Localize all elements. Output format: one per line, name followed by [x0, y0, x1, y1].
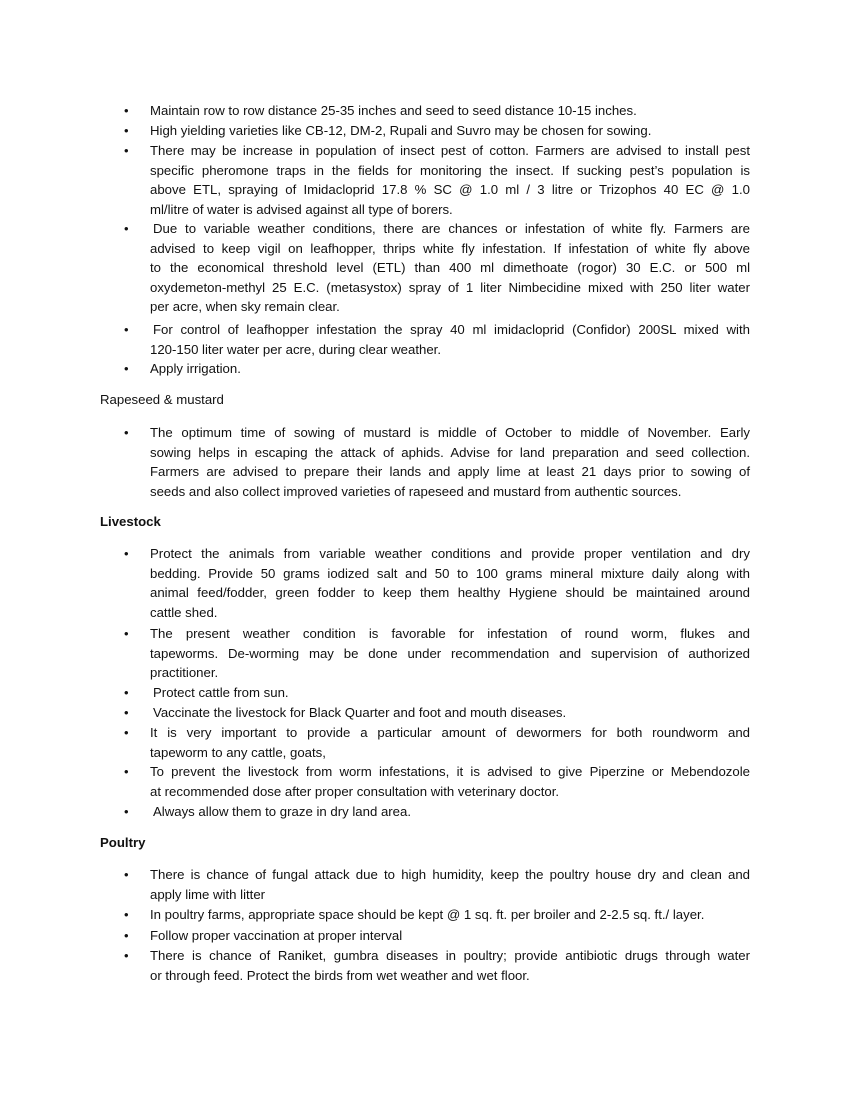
section-heading: Poultry: [100, 835, 146, 850]
list-item-line: sowing helps in escaping the attack of aphids. Advise for land preparation and seed collection.: [150, 444, 750, 460]
bullet-icon: •: [124, 221, 129, 236]
list-item-line: There is chance of fungal attack due to high humidity, keep the poultry house dry and clean and: [150, 867, 750, 882]
list-item-line: to the economical threshold level (ETL) than 400 ml dimethoate (rogor) 30 E.C. or 500 ml: [150, 260, 750, 276]
list-item-line: Protect cattle from sun.: [153, 685, 289, 700]
list-item-line: Protect the animals from variable weather conditions and provide proper ventilation and dry: [150, 546, 750, 561]
bullet-icon: •: [124, 705, 129, 720]
list-item-line: advised to keep vigil on leafhopper, thrips white fly infestation. If infestation of white fly above: [150, 240, 750, 256]
list-item-line: ml/litre of water is advised against all type of borers.: [150, 201, 453, 217]
bullet-icon: •: [124, 928, 129, 943]
bullet-icon: •: [124, 907, 129, 922]
list-item-line: at recommended dose after proper consultation with veterinary doctor.: [150, 783, 560, 799]
bullet-icon: •: [124, 361, 129, 376]
list-item-line: There is chance of Raniket, gumbra diseases in poultry; provide antibiotic drugs through water: [150, 948, 750, 963]
section-heading: Rapeseed & mustard: [100, 392, 224, 407]
list-item-line: Farmers are advised to prepare their lands and apply lime at least 21 days prior to sowing of: [150, 464, 750, 480]
list-item-line: cattle shed.: [150, 604, 218, 620]
bullet-icon: •: [124, 764, 129, 779]
bullet-icon: •: [124, 725, 129, 740]
list-item-line: bedding. Provide 50 grams iodized salt and 50 to 100 grams mineral mixture daily along with: [150, 565, 750, 581]
list-item-line: There may be increase in population of insect pest of cotton. Farmers are advised to install pest: [150, 143, 750, 158]
bullet-icon: •: [124, 546, 129, 561]
list-item-line: For control of leafhopper infestation the spray 40 ml imidacloprid (Confidor) 200SL mixed with: [153, 322, 750, 337]
list-item-line: tapeworms. De-worming may be done under recommendation and supervision of authorized: [150, 645, 750, 661]
bullet-icon: •: [124, 425, 129, 440]
list-item-line: oxydemeton-methyl 25 E.C. (metasystox) spray of 1 liter Nimbecidine mixed with 250 liter water: [150, 279, 750, 295]
list-item-line: Follow proper vaccination at proper interval: [150, 928, 403, 943]
list-item-line: seeds and also collect improved varieties of rapeseed and mustard from authentic sources.: [150, 483, 682, 499]
bullet-icon: •: [124, 948, 129, 963]
bullet-icon: •: [124, 103, 129, 118]
bullet-icon: •: [124, 685, 129, 700]
list-item-line: Always allow them to graze in dry land area.: [153, 804, 412, 819]
list-item-line: It is very important to provide a particular amount of dewormers for both roundworm and: [150, 725, 750, 740]
list-item-line: above ETL, spraying of Imidacloprid 17.8 % SC @ 1.0 ml / 3 litre or Trizophos 40 EC @ 1.0: [150, 182, 750, 198]
list-item-line: Due to variable weather conditions, there are chances or infestation of white fly. Farmers are: [153, 221, 750, 236]
list-item-line: High yielding varieties like CB-12, DM-2, Rupali and Suvro may be chosen for sowing.: [150, 123, 652, 138]
list-item-line: specific pheromone traps in the fields for monitoring the insect. If sucking pest’s population is: [150, 162, 750, 178]
list-item-line: tapeworm to any cattle, goats,: [150, 744, 326, 760]
list-item-line: or through feed. Protect the birds from wet weather and wet floor.: [150, 967, 530, 983]
bullet-icon: •: [124, 143, 129, 158]
list-item-line: In poultry farms, appropriate space should be kept @ 1 sq. ft. per broiler and 2-2.5 sq. ft./ layer.: [150, 907, 705, 922]
bullet-icon: •: [124, 867, 129, 882]
list-item-line: Apply irrigation.: [150, 361, 241, 376]
list-item-line: animal feed/fodder, green fodder to keep them healthy Hygiene should be maintained around: [150, 585, 750, 601]
bullet-icon: •: [124, 123, 129, 138]
list-item-line: per acre, when sky remain clear.: [150, 299, 340, 315]
list-item-line: The present weather condition is favorable for infestation of round worm, flukes and: [150, 626, 750, 641]
bullet-icon: •: [124, 322, 129, 337]
list-item-line: To prevent the livestock from worm infestations, it is advised to give Piperzine or Mebendozole: [150, 764, 750, 779]
list-item-line: apply lime with litter: [150, 886, 266, 902]
list-item-line: 120-150 liter water per acre, during clear weather.: [150, 341, 442, 357]
list-item-line: practitioner.: [150, 665, 219, 681]
bullet-icon: •: [124, 626, 129, 641]
list-item-line: Maintain row to row distance 25-35 inches and seed to seed distance 10-15 inches.: [150, 103, 637, 118]
list-item-line: Vaccinate the livestock for Black Quarter and foot and mouth diseases.: [153, 705, 567, 720]
list-item-line: The optimum time of sowing of mustard is middle of October to middle of November. Early: [150, 425, 750, 440]
bullet-icon: •: [124, 804, 129, 819]
section-heading: Livestock: [100, 514, 161, 529]
